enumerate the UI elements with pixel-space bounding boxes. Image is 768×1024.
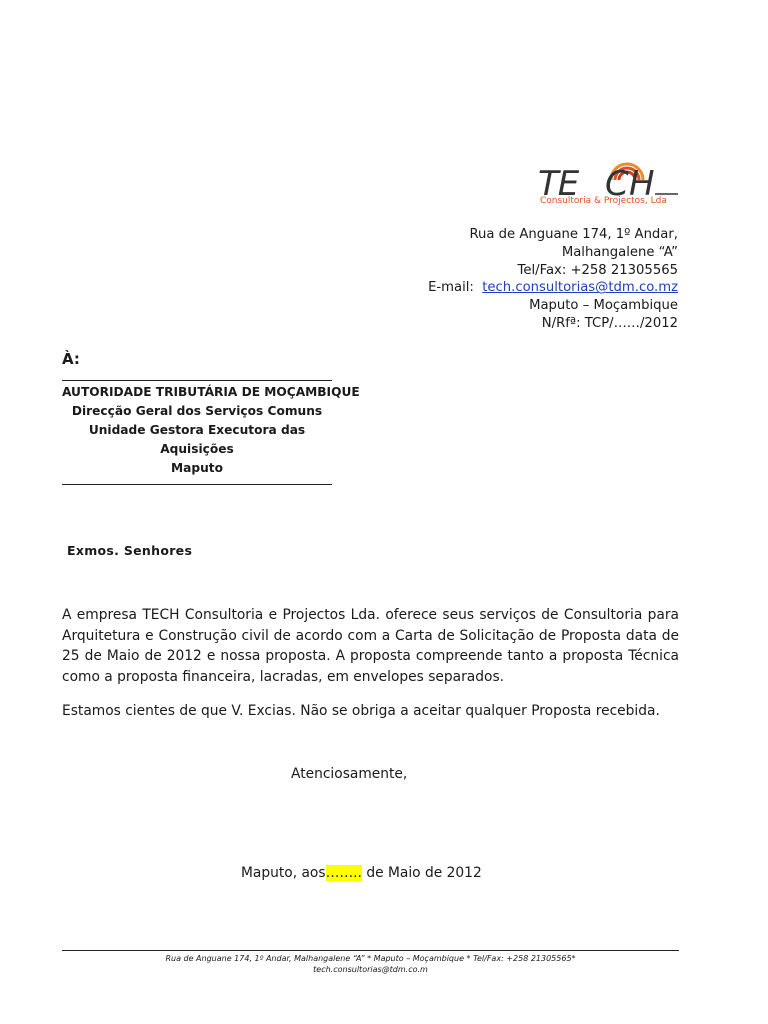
recipient-block: [62, 380, 360, 485]
paragraph-2: Estamos cientes de que V. Excias. Não se obriga a aceitar qualquer Proposta recebida.: [62, 703, 660, 719]
sender-address: [428, 226, 678, 333]
svg-text:C: C: [605, 164, 629, 204]
reference-number: N/Rfª: TCP/……/2012: [541, 315, 678, 331]
letter-body: [62, 605, 679, 687]
email-link[interactable]: tech.consultorias@tdm.co.mz: [482, 280, 678, 296]
recipient-line-2: Direcção Geral dos Serviços Comuns: [71, 404, 323, 418]
logo-tagline: Consultoria & Projectos, Lda: [540, 196, 667, 206]
paragraph-1: A empresa TECH Consultoria e Projectos Lda. oferece seus serviços de Consultoria para Arquitetura e Construção civil de acordo com a Carta de Solicitação de Proposta data de 25 de Maio de 2012 e nossa proposta. A proposta compreende tanto a proposta Técnica como a proposta financeira, lacradas, em envelopes separados.: [62, 607, 679, 685]
address-line-street: Rua de Anguane 174, 1º Andar,: [469, 227, 678, 242]
address-line-district: Malhangalene “A”: [561, 244, 678, 260]
date-blank: ……..: [325, 865, 362, 881]
recipient-line-5: Maputo: [171, 461, 223, 475]
closing: Atenciosamente,: [291, 766, 408, 782]
salutation: Exmos. Senhores: [67, 543, 193, 558]
recipient-line-3: Unidade Gestora Executora das: [88, 423, 306, 437]
address-line-phone: Tel/Fax: +258 21305565: [517, 262, 678, 278]
address-line-email: [428, 279, 678, 297]
recipient-label: À:: [62, 350, 80, 368]
footer-divider: [62, 950, 679, 951]
footer: [62, 954, 679, 975]
address-line-city: Maputo – Moçambique: [529, 298, 678, 314]
footer-line-1: Rua de Anguane 174, 1º Andar, Malhangalene “A” * Maputo – Moçambique * Tel/Fax: +258 21305565*: [165, 954, 576, 963]
svg-text:H: H: [629, 164, 655, 204]
place-date: [241, 865, 482, 881]
footer-line-2: tech.consultorias@tdm.co.m: [313, 964, 428, 974]
recipient-line-4: Aquisições: [160, 442, 234, 456]
place-suffix: de Maio de 2012: [361, 865, 482, 881]
email-label: E-mail:: [428, 280, 474, 296]
svg-text:TE: TE: [538, 164, 579, 204]
place-prefix: Maputo, aos: [241, 865, 326, 881]
recipient-line-1: AUTORIDADE TRIBUTÁRIA DE MOÇAMBIQUE: [62, 385, 360, 399]
